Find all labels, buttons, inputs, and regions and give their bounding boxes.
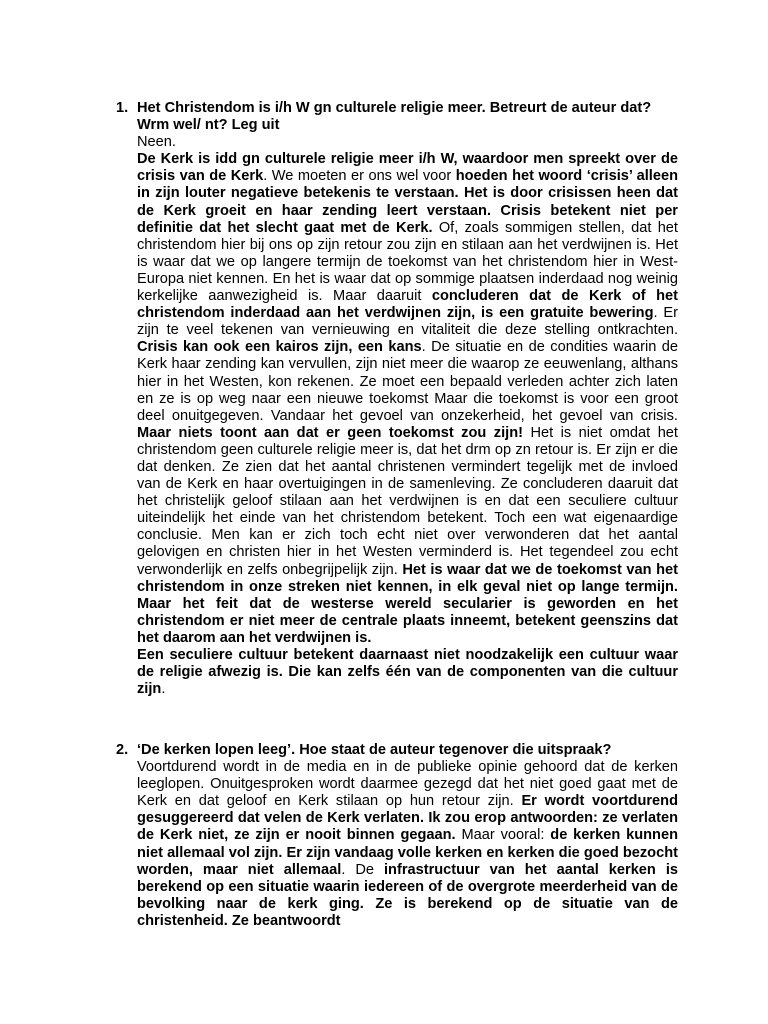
question-title: ‘De kerken lopen leeg’. Hoe staat de auteur tegenover die uitspraak?: [137, 742, 612, 758]
text-run: Voortdurend wordt in de media en in de publieke opinie gehoord dat de kerken leeglopen. Onuitgesproken wordt daarmee gezegd dat het niet goed gaat met de Kerk en dat geloof en Kerk stilaan op hun retour zijn.: [137, 759, 678, 810]
text-run: Maar vooral:: [455, 827, 551, 844]
question-content: [137, 100, 678, 698]
text-run: Of, zoals sommigen stellen, dat het christendom hier bij ons op zijn retour zou zijn en stilaan aan het verdwijnen is. Het is waar dat we op langere termijn de toekomst van het christendom hier in West-Europa niet kennen. En het is waar dat op sommige plaatsen inderdaad nog weinig kerkelijke aanwezigheid is. Maar daaruit: [137, 219, 678, 305]
bold-text-run: Een seculiere cultuur betekent daarnaast niet noodzakelijk een cultuur waar de religie afwezig is. Die kan zelfs één van de componenten van die cultuur zijn: [137, 647, 678, 698]
bold-text-run: Het is waar dat we de toekomst van het christendom in onze streken niet kennen, in elk geval niet op lange termijn. Maar het feit dat de westerse wereld secularier is geworden en het christendom er niet meer de centrale plaats inneemt, betekent geenszins dat het daarom aan het verdwijnen is.: [137, 561, 678, 646]
bold-text-run: Crisis kan ook een kairos zijn, een kans: [137, 339, 422, 356]
bold-text-run: hoeden het woord ‘crisis’ alleen in zijn louter negatieve betekenis te verstaan. Het is door crisissen heen dat de Kerk groeit en haar zending leert verstaan. Crisis betekent niet per definitie dat het slecht gaat met de Kerk.: [137, 168, 678, 236]
answer-paragraph: [137, 151, 678, 647]
bold-text-run: infrastructuur van het aantal kerken is berekend op een situatie waarin iedereen of de overgrote meerderheid van de bevolking naar de kerk ging. Ze is berekend op de situatie van de christenheid. Ze beantwoordt: [137, 861, 678, 929]
bold-text-run: Maar niets toont aan dat er geen toekomst zou zijn!: [137, 424, 523, 441]
bold-text-run: Er wordt voortdurend gesuggereerd dat velen de Kerk verlaten. Ik zou erop antwoorden: ze verlaten de Kerk niet, ze zijn er nooit binnen gegaan.: [137, 793, 678, 844]
bold-text-run: De Kerk is idd gn culturele religie meer i/h W, waardoor men spreekt over de crisis van de Kerk: [137, 151, 678, 185]
bold-text-run: de kerken kunnen niet allemaal vol zijn. Er zijn vandaag volle kerken en kerken die goed bezocht worden, maar niet allemaal: [137, 827, 679, 878]
bold-text-run: concluderen dat de Kerk of het christendom inderdaad aan het verdwijnen zijn, is een gratuite bewering: [137, 288, 678, 322]
short-answer: Neen.: [137, 134, 176, 151]
question-2: [116, 742, 678, 930]
question-number: 1.: [116, 100, 129, 116]
text-run: . De situatie en de condities waarin de Kerk haar zending kan vervullen, zijn niet meer die waarop ze eeuwenlang, althans hier in het Westen, kon rekenen. Ze moet een bepaald verleden achter zich laten en ze is op weg naar een nieuwe toekomst Maar die toekomst is voor een groot deel onuitgegeven. Vandaar het gevoel van onzekerheid, het gevoel van crisis.: [137, 339, 678, 424]
question-title: Het Christendom is i/h W gn culturele religie meer. Betreurt de auteur dat? Wrm wel/ nt? Leg uit: [137, 100, 652, 134]
text-run: . De: [341, 861, 384, 878]
answer-paragraph: [137, 759, 678, 930]
question-1: [116, 100, 678, 698]
question-content: [137, 742, 678, 930]
text-run: .: [161, 681, 166, 698]
text-run: . Er zijn te veel tekenen van vernieuwing en vitaliteit die deze stelling ontkrachten.: [137, 305, 678, 339]
text-run: Het is niet omdat het christendom geen culturele religie meer is, dat het drm op zn retour is. Er zijn er die dat denken. Ze zien dat het aantal christenen vermindert tegelijk met de invloed van de Kerk en haar overtuigingen in de samenleving. Ze concluderen daaruit dat het christelijk geloof stilaan aan het verdwijnen is en dat een seculiere cultuur uiteindelijk het einde van het christendom betekent. Toch een wat eigenaardige conclusie. Men kan er zich toch echt niet over verwonderen dat het aantal gelovigen en christen hier in het Westen verminderd is. Het tegendeel zou echt verwonderlijk en zelfs onbegrijpelijk zijn.: [137, 424, 678, 578]
answer-paragraph: [137, 647, 678, 698]
text-run: . We moeten er ons wel voor: [263, 168, 456, 185]
question-number: 2.: [116, 742, 129, 758]
